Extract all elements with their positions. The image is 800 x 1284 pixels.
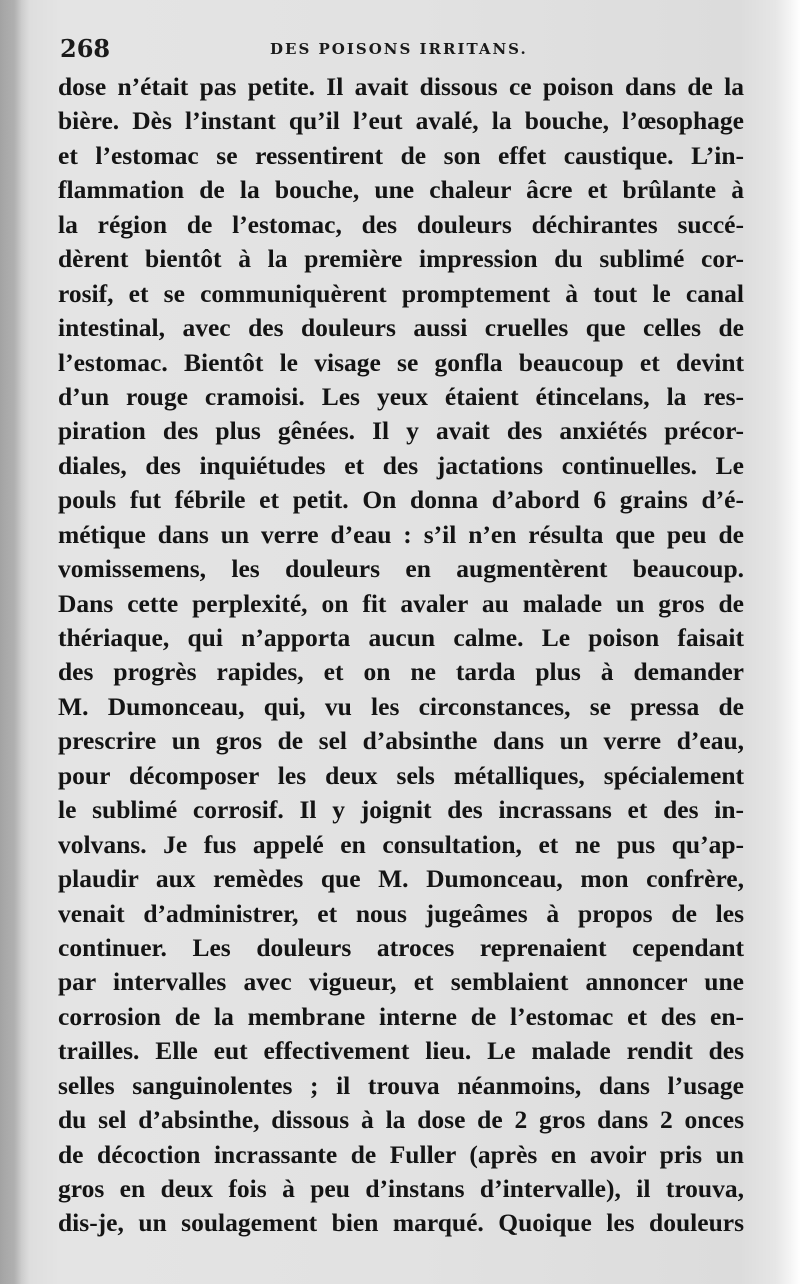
text-line: d’un rouge cramoisi. Les yeux étaient étincelans, la res- (58, 381, 744, 411)
text-line: le sublimé corrosif. Il y joignit des incrassans et des in- (58, 795, 744, 825)
text-line: dis-je, un soulagement bien marqué. Quoique les douleurs (58, 1208, 744, 1238)
text-line: dose n’était pas petite. Il avait dissous ce poison dans de la (58, 72, 744, 101)
text-line: par intervalles avec vigueur, et semblaient annoncer une (58, 967, 744, 997)
text-line: thériaque, qui n’apporta aucun calme. Le poison faisait (58, 623, 744, 652)
text-line: bière. Dès l’instant qu’il l’eut avalé, la bouche, l’œsophage (58, 106, 744, 136)
text-line: trailles. Elle eut effectivement lieu. Le malade rendit des (58, 1036, 744, 1066)
text-line: volvans. Je fus appelé en consultation, et ne pus qu’ap- (58, 829, 744, 859)
text-line: pour décomposer les deux sels métalliques, spécialement (58, 760, 744, 790)
text-line: M. Dumonceau, qui, vu les circonstances, se pressa de (58, 691, 744, 721)
body-text (58, 70, 744, 1241)
text-line: la région de l’estomac, des douleurs déchirantes succé- (58, 209, 744, 239)
text-line: diales, des inquiétudes et des jactations continuelles. Le (58, 450, 744, 480)
text-line: flammation de la bouche, une chaleur âcre et brûlante à (58, 175, 744, 205)
text-line: de décoction incrassante de Fuller (après en avoir pris un (58, 1139, 744, 1169)
page-header (60, 34, 750, 64)
page-gutter-shadow (0, 0, 22, 1284)
text-line: selles sanguinolentes ; il trouva néanmoins, dans l’usage (58, 1070, 744, 1100)
text-line: dèrent bientôt à la première impression du sublimé cor- (58, 244, 744, 274)
text-line: corrosion de la membrane interne de l’estomac et des en- (58, 1001, 744, 1031)
text-line: continuer. Les douleurs atroces reprenaient cependant (58, 932, 744, 962)
text-line: Dans cette perplexité, on fit avaler au malade un gros de (58, 588, 744, 618)
text-line: pouls fut fébrile et petit. On donna d’abord 6 grains d’é- (58, 485, 744, 515)
text-line: plaudir aux remèdes que M. Dumonceau, mon confrère, (58, 864, 744, 894)
page-number: 268 (60, 34, 111, 63)
text-line: métique dans un verre d’eau : s’il n’en résulta que peu de (58, 519, 744, 549)
running-head: DES POISONS IRRITANS. (270, 40, 528, 58)
text-line: et l’estomac se ressentirent de son effet caustique. L’in- (58, 140, 744, 170)
text-line: vomissemens, les douleurs en augmentèrent beaucoup. (58, 554, 744, 584)
text-line: des progrès rapides, et on ne tarda plus à demander (58, 657, 744, 687)
text-line: prescrire un gros de sel d’absinthe dans un verre d’eau, (58, 726, 744, 756)
text-line: intestinal, avec des douleurs aussi cruelles que celles de (58, 313, 744, 343)
text-line: l’estomac. Bientôt le visage se gonfla beaucoup et devint (58, 347, 744, 377)
text-line: gros en deux fois à peu d’instans d’intervalle), il trouva, (58, 1174, 744, 1203)
text-line: du sel d’absinthe, dissous à la dose de 2 gros dans 2 onces (58, 1105, 744, 1135)
text-line: piration des plus gênées. Il y avait des anxiétés précor- (58, 416, 744, 446)
text-line: venait d’administrer, et nous jugeâmes à propos de les (58, 898, 744, 928)
text-line: rosif, et se communiquèrent promptement à tout le canal (58, 278, 744, 308)
